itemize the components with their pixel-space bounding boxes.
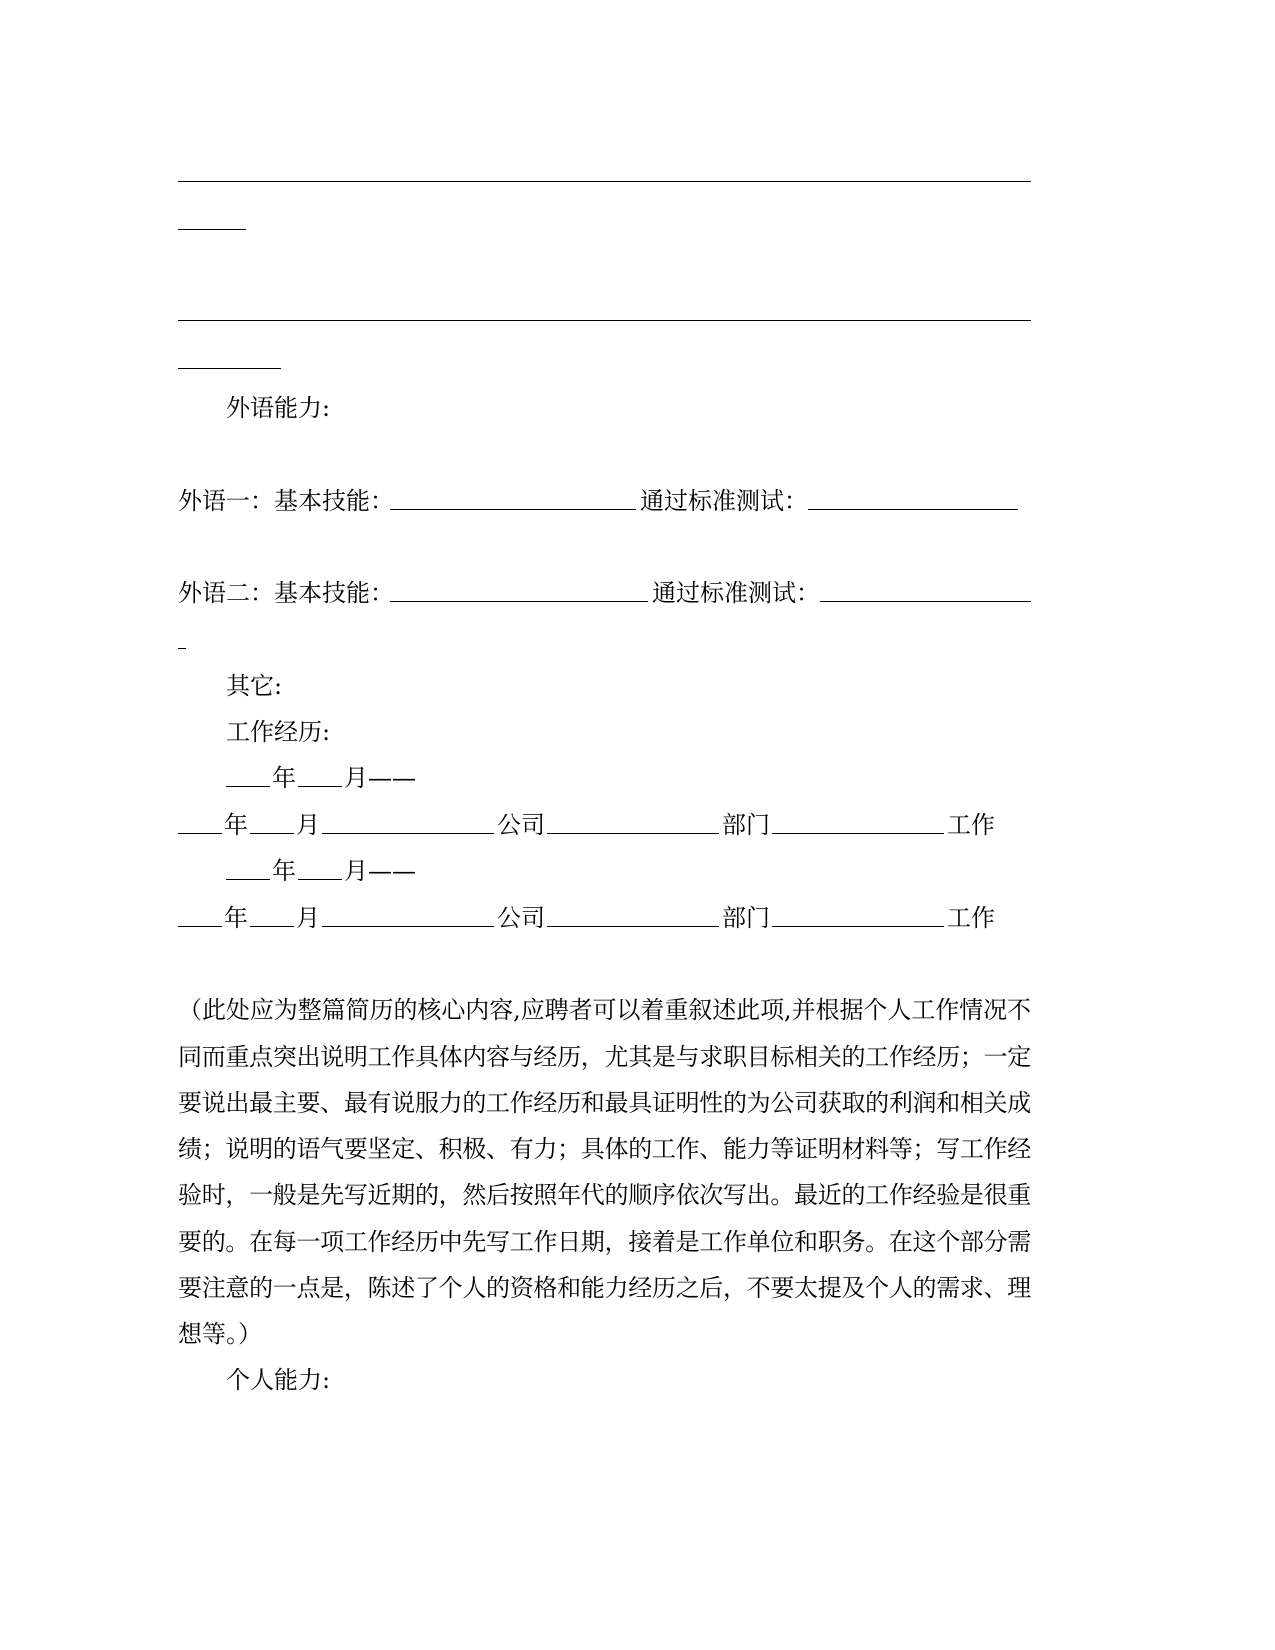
work1-job-label: 工作 (947, 811, 995, 839)
work2-company-blank (322, 926, 494, 927)
work2-from-month-blank (298, 879, 342, 880)
work2-job-blank (772, 926, 944, 927)
work2-to-month-suffix: 月 (296, 904, 320, 932)
work2-to-year-blank (178, 926, 222, 927)
foreign-one-label: 外语一：基本技能： (178, 487, 394, 515)
foreign-two-test-label: 通过标准测试： (652, 579, 820, 607)
heading-personal-ability: 个人能力: (226, 1366, 331, 1394)
work1-dept-label: 部门 (722, 811, 770, 839)
foreign-one-test-blank (808, 509, 1018, 510)
note-line-2: 同而重点突出说明工作具体内容与经历，尤其是与求职目标相关的工作经历；一定 (178, 1043, 1031, 1071)
work1-company-label: 公司 (497, 811, 545, 839)
work1-to-month-blank (250, 833, 294, 834)
work1-from-month-suffix: 月—— (344, 764, 416, 792)
work2-company-label: 公司 (497, 904, 545, 932)
foreign-two-skill-blank (390, 601, 648, 602)
heading-other: 其它: (226, 672, 283, 700)
heading-foreign-language: 外语能力: (226, 394, 331, 422)
work2-from-year-blank (226, 879, 270, 880)
note-line-1: （此处应为整篇简历的核心内容,应聘者可以着重叙述此项,并根据个人工作情况不 (178, 996, 1031, 1024)
work2-dept-label: 部门 (722, 904, 770, 932)
foreign-one-test-label: 通过标准测试： (640, 487, 808, 515)
work1-dept-blank (547, 833, 719, 834)
work1-from-month-blank (298, 786, 342, 787)
work2-from-year-suffix: 年 (272, 857, 296, 885)
work2-to-month-blank (250, 926, 294, 927)
note-line-6: 要的。在每一项工作经历中先写工作日期，接着是工作单位和职务。在这个部分需 (178, 1228, 1031, 1256)
work2-job-label: 工作 (947, 904, 995, 932)
note-line-4: 绩；说明的语气要坚定、积极、有力；具体的工作、能力等证明材料等；写工作经 (178, 1135, 1031, 1163)
blank-line-1b (178, 229, 246, 230)
foreign-two-label: 外语二：基本技能： (178, 579, 394, 607)
work2-to-year-suffix: 年 (224, 904, 248, 932)
work1-company-blank (322, 833, 494, 834)
blank-line-2a (178, 320, 1031, 321)
note-line-3: 要说出最主要、最有说服力的工作经历和最具证明性的为公司获取的利润和相关成 (178, 1089, 1031, 1117)
work1-to-year-suffix: 年 (224, 811, 248, 839)
work2-from-month-suffix: 月—— (344, 857, 416, 885)
work1-job-blank (772, 833, 944, 834)
note-line-5: 验时，一般是先写近期的，然后按照年代的顺序依次写出。最近的工作经验是很重 (178, 1181, 1031, 1209)
foreign-two-test-blank (820, 601, 1031, 602)
heading-work-experience: 工作经历: (226, 718, 331, 746)
foreign-one-skill-blank (390, 509, 636, 510)
note-line-7: 要注意的一点是，陈述了个人的资格和能力经历之后，不要太提及个人的需求、理 (178, 1274, 1031, 1302)
foreign-two-test-blank-wrap (178, 648, 186, 649)
work1-from-year-suffix: 年 (272, 764, 296, 792)
blank-line-1a (178, 181, 1031, 182)
work2-dept-blank (547, 926, 719, 927)
blank-line-2b (178, 368, 281, 369)
work1-to-year-blank (178, 833, 222, 834)
work1-to-month-suffix: 月 (296, 811, 320, 839)
work1-from-year-blank (226, 786, 270, 787)
note-line-8: 想等。） (178, 1320, 262, 1348)
